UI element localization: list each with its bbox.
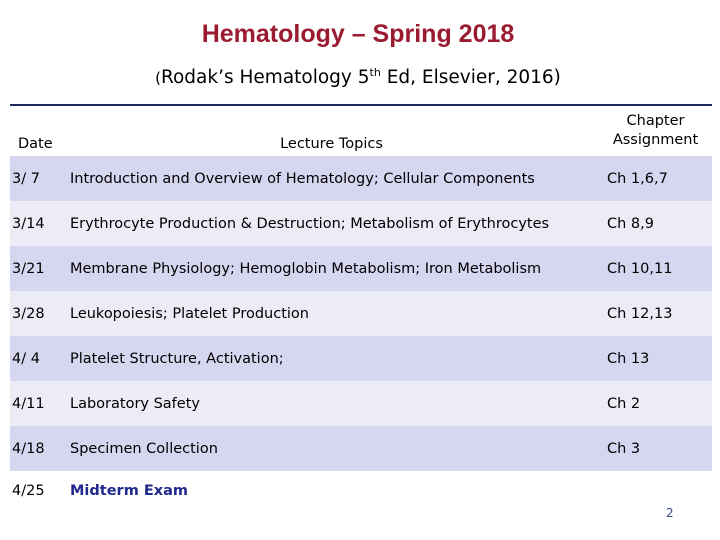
subtitle-superscript: th: [369, 65, 381, 79]
table-row: [10, 336, 712, 381]
header-chapter: [599, 106, 712, 156]
row-date: 4/18: [10, 426, 64, 471]
exam-row: [10, 471, 712, 528]
page-number: 2: [666, 506, 674, 520]
row-chapter: Ch 12,13: [599, 291, 712, 336]
row-chapter: Ch 13: [599, 336, 712, 381]
row-topic: Platelet Structure, Activation;: [64, 336, 599, 381]
row-topic: Introduction and Overview of Hematology; Cellular Components: [64, 156, 599, 201]
table-row: [10, 201, 712, 246]
row-date: 3/21: [10, 246, 64, 291]
header-chapter-line1: Chapter: [626, 113, 685, 129]
exam-date: 4/25: [10, 471, 64, 528]
row-date: 3/14: [10, 201, 64, 246]
schedule-table: [10, 106, 712, 528]
row-date: 4/ 4: [10, 336, 64, 381]
row-topic: Laboratory Safety: [64, 381, 599, 426]
row-topic: Erythrocyte Production & Destruction; Metabolism of Erythrocytes: [64, 201, 599, 246]
textbook-reference: [0, 67, 716, 88]
table-row: [10, 381, 712, 426]
row-topic: Specimen Collection: [64, 426, 599, 471]
table-row: [10, 291, 712, 336]
row-topic: Leukopoiesis; Platelet Production: [64, 291, 599, 336]
row-chapter: Ch 1,6,7: [599, 156, 712, 201]
row-topic: Membrane Physiology; Hemoglobin Metabolism; Iron Metabolism: [64, 246, 599, 291]
row-date: 4/11: [10, 381, 64, 426]
exam-topic: Midterm Exam: [64, 471, 599, 528]
slide-title: Hematology – Spring 2018: [201, 20, 515, 48]
row-date: 3/ 7: [10, 156, 64, 201]
row-chapter: Ch 10,11: [599, 246, 712, 291]
table-header-row: [10, 106, 712, 156]
subtitle-text-end: Ed, Elsevier, 2016): [380, 67, 561, 88]
row-date: 3/28: [10, 291, 64, 336]
table-row: [10, 156, 712, 201]
table-row: [10, 246, 712, 291]
subtitle-open-paren: (: [155, 69, 161, 87]
subtitle-text: Rodak’s Hematology 5: [160, 67, 370, 88]
row-chapter: Ch 3: [599, 426, 712, 471]
header-date: Date: [18, 136, 53, 152]
header-chapter-line2: Assignment: [612, 132, 699, 148]
table-row: [10, 426, 712, 471]
exam-chapter: [599, 471, 712, 528]
row-chapter: Ch 2: [599, 381, 712, 426]
header-topics: Lecture Topics: [280, 136, 383, 152]
row-chapter: Ch 8,9: [599, 201, 712, 246]
